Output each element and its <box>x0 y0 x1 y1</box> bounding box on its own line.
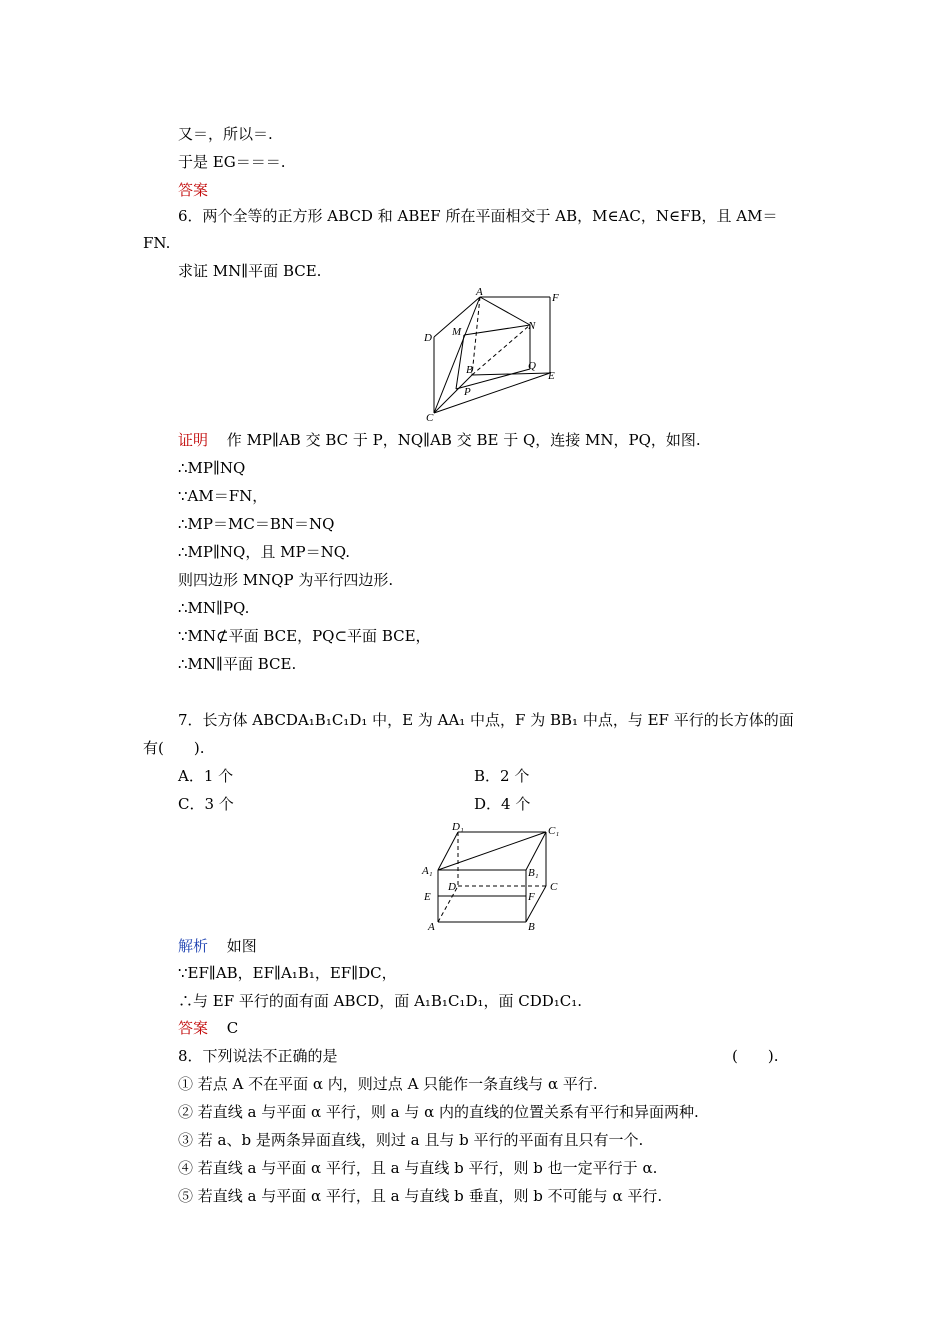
fig1-label-b: B <box>466 364 473 376</box>
answer-label-2: 答案 <box>178 1019 209 1037</box>
answer-value: C <box>226 1019 239 1037</box>
analysis-step-1: ∵EF∥AB，EF∥A₁B₁，EF∥DC， <box>178 964 397 982</box>
proof-step-3: ∴MP＝MC＝BN＝NQ <box>178 515 335 533</box>
option-c: C．3 个 <box>178 795 234 813</box>
statement-1: ① 若点 A 不在平面 α 内，则过点 A 只能作一条直线与 α 平行. <box>178 1075 598 1093</box>
fig1-label-d: D <box>424 332 432 344</box>
proof-step-6: ∴MN∥PQ. <box>178 599 250 617</box>
option-b: B．2 个 <box>474 767 530 785</box>
problem-8-statement: 8．下列说法不正确的是 <box>178 1047 338 1065</box>
problem-8-paren: ( ). <box>732 1047 779 1065</box>
answer-line <box>178 1018 238 1038</box>
figure-cuboid <box>420 818 570 934</box>
fig1-label-c: C <box>426 412 434 424</box>
analysis-label: 解析 <box>178 937 209 955</box>
statement-5: ⑤ 若直线 a 与平面 α 平行，且 a 与直线 b 垂直，则 b 不可能与 α 平行. <box>178 1187 663 1205</box>
problem-7-statement: 7．长方体 ABCDA₁B₁C₁D₁ 中，E 为 AA₁ 中点，F 为 BB₁ 中点，与 EF 平行的长方体的面 <box>178 711 794 729</box>
proof-step-1: ∴MP∥NQ <box>178 459 246 477</box>
fig1-label-n: N <box>528 320 536 332</box>
fig2-label-d: D <box>448 881 456 893</box>
proof-step-5: 则四边形 MNQP 为平行四边形. <box>178 571 394 589</box>
proof-text: 作 MP∥AB 交 BC 于 P，NQ∥AB 交 BE 于 Q，连接 MN，PQ，如图. <box>226 431 701 449</box>
problem-7-statement-cont: 有( ). <box>143 739 205 757</box>
text-line-1: 又＝，所以＝. <box>178 125 273 143</box>
problem-6-goal: 求证 MN∥平面 BCE. <box>178 262 322 280</box>
problem-6-statement-cont: FN. <box>143 234 171 252</box>
statement-2: ② 若直线 a 与平面 α 平行，则 a 与 α 内的直线的位置关系有平行和异面两种. <box>178 1103 699 1121</box>
answer-label: 答案 <box>178 181 209 199</box>
analysis-line <box>178 936 257 956</box>
fig2-label-a1: A₁ <box>422 865 433 877</box>
statement-4: ④ 若直线 a 与平面 α 平行，且 a 与直线 b 平行，则 b 也一定平行于 α. <box>178 1159 658 1177</box>
proof-step-2: ∵AM＝FN， <box>178 487 268 505</box>
fig1-label-f: F <box>552 292 559 304</box>
fig2-label-c: C <box>550 881 558 893</box>
fig2-label-b1: B₁ <box>528 867 539 879</box>
fig1-label-m: M <box>452 326 462 338</box>
fig2-label-e: E <box>424 891 431 903</box>
fig2-label-b: B <box>528 921 535 933</box>
figure-two-squares <box>420 285 570 425</box>
problem-6-statement: 6．两个全等的正方形 ABCD 和 ABEF 所在平面相交于 AB，M∈AC，N∈FB，且 AM＝ <box>178 207 778 225</box>
analysis-step-2: ∴与 EF 平行的面有面 ABCD，面 A₁B₁C₁D₁，面 CDD₁C₁. <box>178 992 583 1010</box>
proof-step-8: ∴MN∥平面 BCE. <box>178 655 297 673</box>
statement-3: ③ 若 a、b 是两条异面直线，则过 a 且与 b 平行的平面有且只有一个. <box>178 1131 644 1149</box>
fig1-label-e: E <box>548 370 555 382</box>
text-line-2: 于是 EG＝＝＝. <box>178 153 286 171</box>
fig2-label-a: A <box>428 921 435 933</box>
option-a: A．1 个 <box>178 767 234 785</box>
option-d: D．4 个 <box>474 795 531 813</box>
fig1-label-q: Q <box>528 360 536 372</box>
fig2-label-f: F <box>528 891 535 903</box>
proof-step-7: ∵MN⊄平面 BCE，PQ⊂平面 BCE， <box>178 627 431 645</box>
analysis-text: 如图 <box>226 937 257 955</box>
fig1-label-p: P <box>464 386 471 398</box>
fig2-label-c1: C₁ <box>548 825 560 837</box>
proof-line <box>178 430 701 450</box>
fig2-label-d1: D₁ <box>452 821 464 833</box>
proof-step-4: ∴MP∥NQ，且 MP＝NQ. <box>178 543 351 561</box>
proof-label: 证明 <box>178 431 209 449</box>
fig1-label-a: A <box>476 286 483 298</box>
